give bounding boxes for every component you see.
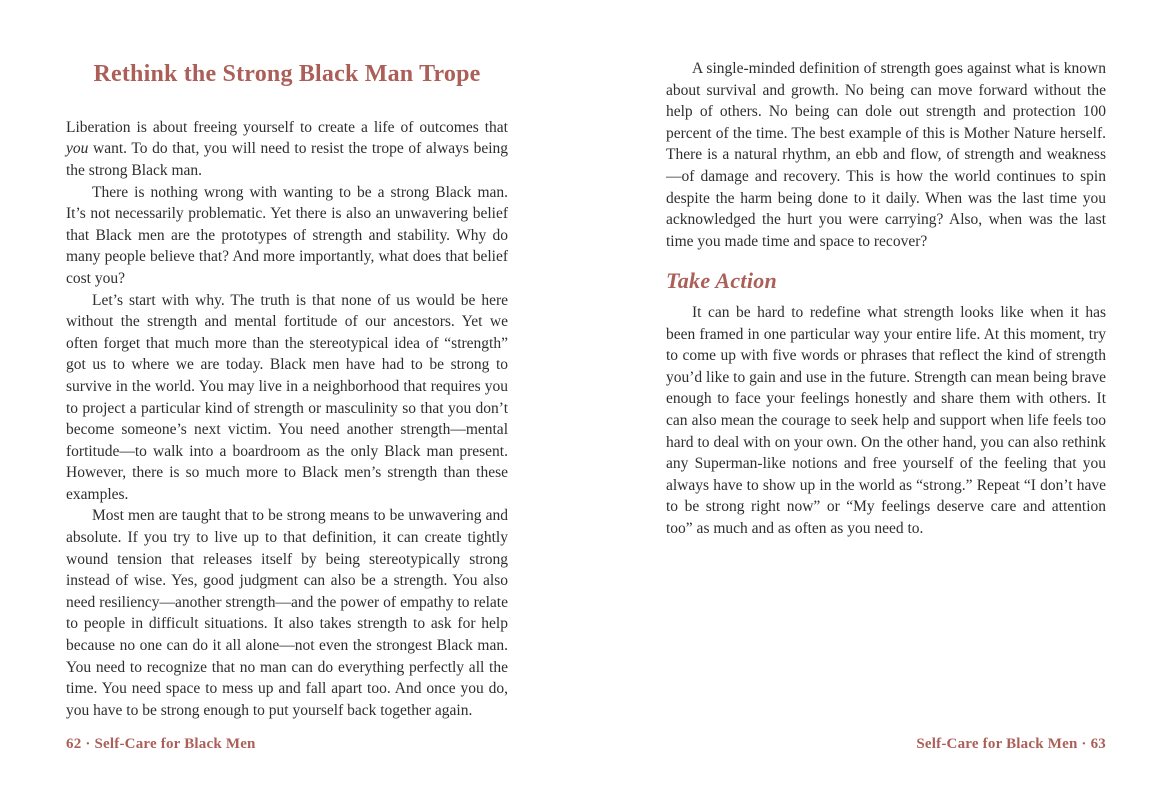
paragraph: A single-minded definition of strength goes against what is known about survival and growth. No being can move forward without the help of others. No being can dole out strength and protection 100 percent of the time. The best example of this is Mother Nature herself. There is a natural rhythm, an ebb and flow, of strength and weakness—of damage and recovery. This is how the world continues to spin despite the harm being done to it daily. When was the last time you acknowledged the hurt you were carrying? Also, when was the last time you made time and space to recover? [666, 60, 1106, 250]
paragraph-text: Liberation is about freeing yourself to create a life of outcomes that [66, 118, 508, 136]
paragraph: There is nothing wrong with wanting to be a strong Black man. It’s not necessarily problematic. Yet there is also an unwavering belief that Black men are the prototypes of strength and stability. Why do many people believe that? And more importantly, what does that belief cost you? [66, 183, 508, 287]
page-footer-right: Self-Care for Black Men · 63 [916, 736, 1106, 752]
paragraph: Most men are taught that to be strong means to be unwavering and absolute. If you try to live up to that definition, it can create tightly wound tension that releases itself by being stereotypically strong instead of wise. Yes, good judgment can also be a strength. You also need resiliency—another strength—and the power of empathy to relate to people in difficult situations. It also takes strength to ask for help because no one can do it all alone—not even the strongest Black man. You need to recognize that no man can do everything perfectly all the time. You need space to mess up and fall apart too. And once you do, you have to be strong enough to put yourself back together again. [66, 507, 508, 719]
paragraph: It can be hard to redefine what strength looks like when it has been framed in one particular way your entire life. At this moment, try to come up with five words or phrases that reflect the kind of strength you’d like to gain and use in the future. Strength can mean being brave enough to face your feelings honestly and share them with others. It can also mean the courage to seek help and support when life feels too hard to deal with on your own. On the other hand, you can also rethink any Superman-like notions and free yourself of the feeling that you always have to show up in the world as “strong.” Repeat “I don’t have to be strong right now” or “My feelings deserve care and attention too” as much and as often as you need to. [666, 303, 1106, 537]
chapter-title: Rethink the Strong Black Man Trope [93, 61, 481, 87]
paragraph-text: want. To do that, you will need to resist the trope of always being the strong Black man. [66, 140, 508, 179]
italic-word: you [66, 140, 89, 158]
take-action-heading: Take Action [666, 268, 778, 294]
page-footer-left: 62 · Self-Care for Black Men [66, 736, 256, 752]
right-page-body [666, 0, 1106, 539]
page-right [666, 0, 1106, 800]
left-page-body [66, 117, 508, 722]
paragraph [66, 117, 508, 182]
page-left [66, 0, 508, 800]
paragraph: Let’s start with why. The truth is that none of us would be here without the strength and mental fortitude of our ancestors. Yet we often forget that much more than the stereotypical idea of “strength” got us to where we are today. Black men have had to be strong to survive in the world. You may live in a neighborhood that requires you to project a particular kind of strength or masculinity so that you don’t become someone’s next victim. You need another strength—mental fortitude—to walk into a boardroom as the only Black man present. However, there is so much more to Black men’s strength than these examples. [66, 291, 508, 503]
